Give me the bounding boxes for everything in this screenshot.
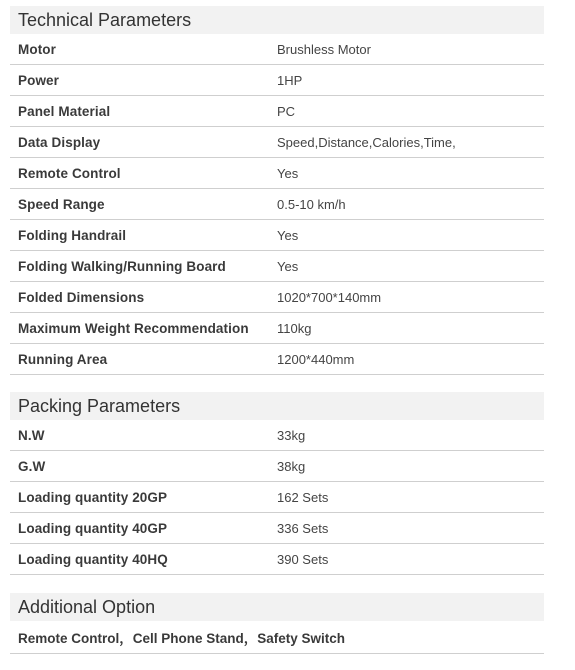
table-row xyxy=(10,420,544,451)
table-row xyxy=(10,451,544,482)
table-row xyxy=(10,482,544,513)
table-row xyxy=(10,313,544,344)
param-value: PC xyxy=(277,103,296,119)
param-label: Folded Dimensions xyxy=(18,289,145,305)
param-label: Data Display xyxy=(18,134,101,150)
param-value: Yes xyxy=(277,258,299,274)
param-label: Folding Walking/Running Board xyxy=(18,258,226,274)
param-label: Maximum Weight Recommendation xyxy=(18,320,249,336)
param-label: Folding Handrail xyxy=(18,227,127,243)
param-label: Loading quantity 40HQ xyxy=(18,551,168,567)
table-row xyxy=(10,65,544,96)
table-row xyxy=(10,189,544,220)
additional-option-text: Remote Control，Cell Phone Stand，Safety Switch xyxy=(10,621,544,654)
section-spacer xyxy=(10,375,544,392)
table-row xyxy=(10,34,544,65)
param-label: Motor xyxy=(18,41,56,57)
param-value: Speed,Distance,Calories,Time, xyxy=(277,134,456,150)
param-value: 390 Sets xyxy=(277,551,329,567)
table-row xyxy=(10,344,544,375)
param-label: N.W xyxy=(18,427,45,443)
param-label: G.W xyxy=(18,458,46,474)
additional-option-header: Additional Option xyxy=(10,593,544,621)
param-value: 33kg xyxy=(277,427,306,443)
param-value: 1HP xyxy=(277,72,303,88)
param-value: 1020*700*140mm xyxy=(277,289,382,305)
param-label: Running Area xyxy=(18,351,108,367)
param-value: Yes xyxy=(277,227,299,243)
param-label: Speed Range xyxy=(18,196,105,212)
packing-parameters-header: Packing Parameters xyxy=(10,392,544,420)
param-value: 38kg xyxy=(277,458,306,474)
param-value: 162 Sets xyxy=(277,489,329,505)
param-label: Panel Material xyxy=(18,103,111,119)
param-label: Loading quantity 40GP xyxy=(18,520,168,536)
section-spacer xyxy=(10,575,544,593)
param-value: 0.5-10 km/h xyxy=(277,196,346,212)
param-label: Loading quantity 20GP xyxy=(18,489,168,505)
param-value: Brushless Motor xyxy=(277,41,371,57)
packing-parameters-table xyxy=(10,420,544,575)
table-row xyxy=(10,127,544,158)
table-row xyxy=(10,513,544,544)
technical-parameters-header: Technical Parameters xyxy=(10,6,544,34)
param-value: 1200*440mm xyxy=(277,351,355,367)
param-value: Yes xyxy=(277,165,299,181)
param-label: Remote Control xyxy=(18,165,121,181)
table-row xyxy=(10,96,544,127)
spec-sheet xyxy=(10,6,544,654)
table-row xyxy=(10,251,544,282)
table-row xyxy=(10,282,544,313)
param-value: 110kg xyxy=(277,320,312,336)
table-row xyxy=(10,158,544,189)
table-row xyxy=(10,544,544,575)
param-value: 336 Sets xyxy=(277,520,329,536)
technical-parameters-table xyxy=(10,34,544,375)
table-row xyxy=(10,220,544,251)
param-label: Power xyxy=(18,72,60,88)
